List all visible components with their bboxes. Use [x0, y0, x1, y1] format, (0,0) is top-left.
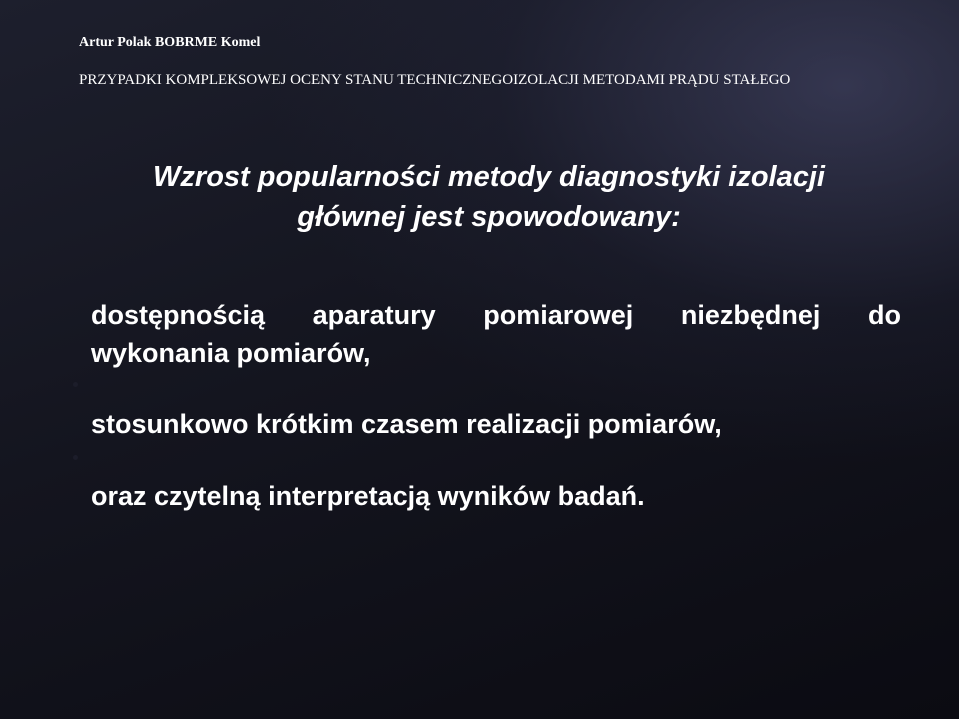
slide-heading-line-1: Wzrost popularności metody diagnostyki izolacji — [153, 161, 825, 193]
bullet-item-2: stosunkowo krótkim czasem realizacji pomiarów, — [91, 409, 722, 439]
bullet-item-1 — [91, 296, 901, 372]
author-label: Artur Polak BOBRME Komel — [79, 35, 261, 50]
bullet-word: aparatury — [312, 300, 436, 330]
bullet-item-3: oraz czytelną interpretacją wyników badań. — [91, 481, 645, 511]
bullet-item-1-line-2: wykonania pomiarów, — [91, 338, 371, 368]
bullet-word: niezbędnej — [680, 300, 821, 330]
bullet-word: dostępnością — [91, 300, 266, 330]
bullet-word: pomiarowej — [483, 300, 634, 330]
bullet-marker — [73, 382, 78, 387]
slide-heading-line-2: głównej jest spowodowany: — [297, 201, 681, 233]
bullet-word: do — [867, 300, 901, 330]
bullet-marker — [73, 455, 78, 460]
bullet-item-1-line-1 — [91, 296, 901, 334]
presentation-title: PRZYPADKI KOMPLEKSOWEJ OCENY STANU TECHNICZNEGOIZOLACJI METODAMI PRĄDU STAŁEGO — [79, 72, 791, 88]
slide-heading — [89, 157, 889, 237]
